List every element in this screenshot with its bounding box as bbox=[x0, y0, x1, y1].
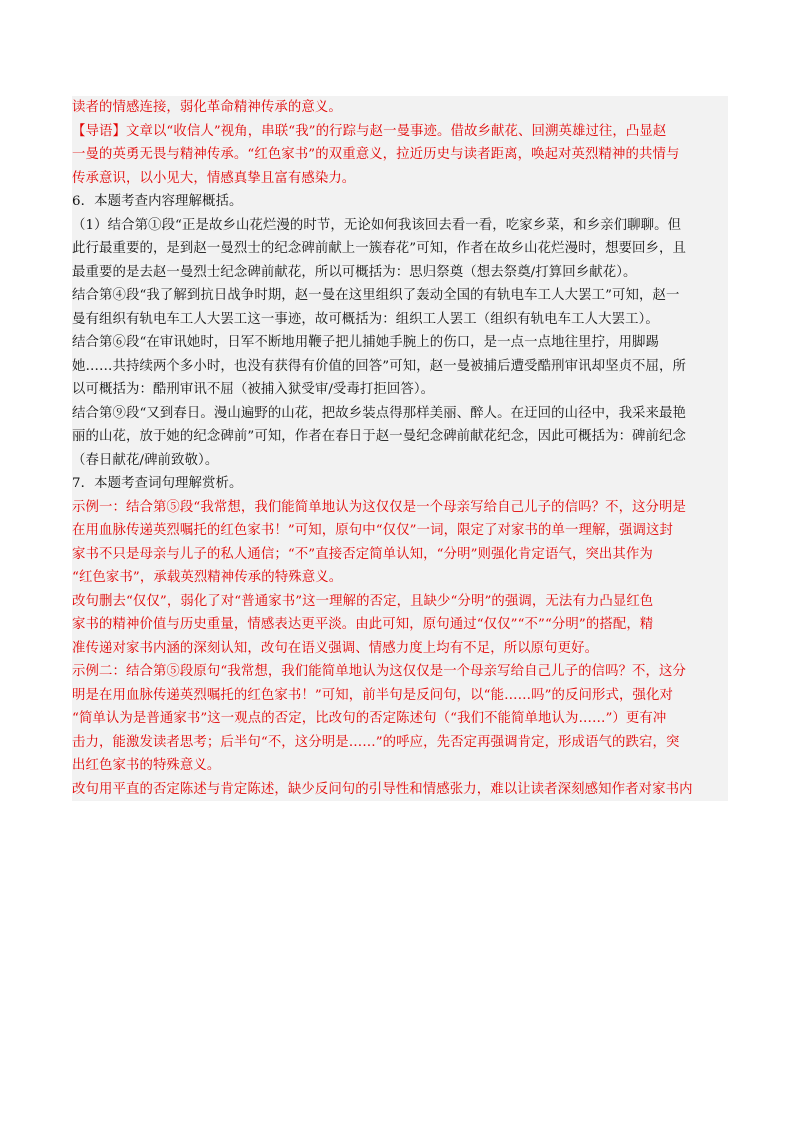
text-line: 6．本题考查内容理解概括。 bbox=[72, 194, 243, 209]
text-line: 准传递对家书内涵的深刻认知，改句在语义强调、情感力度上均有不足，所以原句更好。 bbox=[72, 640, 599, 656]
text-line: “红色家书”，承载英烈精神传承的特殊意义。 bbox=[72, 570, 343, 585]
text-line: 一曼的英勇无畏与精神传承。“红色家书”的双重意义，拉近历史与读者距离，唤起对英烈精神的共情与 bbox=[72, 147, 680, 162]
text-line: 示例二：结合第⑤段原句“我常想，我们能简单地认为这仅仅是一个母亲写给自己儿子的信吗？不，这分 bbox=[72, 664, 687, 679]
text-line: 明是在用血脉传递英烈嘱托的红色家书！”可知，前半句是反问句，以“能……吗”的反问形式，强化对 bbox=[72, 687, 673, 703]
text-line: 在用血脉传递英烈嘱托的红色家书！”可知，原句中“仅仅”一词，限定了对家书的单一理解，强调这封 bbox=[72, 523, 673, 538]
text-line: 【导语】文章以“收信人”视角，串联“我”的行踪与赵一曼事迹。借故乡献花、回溯英雄过往，凸显赵 bbox=[72, 123, 667, 139]
text-line: （春日献花/碑前致敬）。 bbox=[72, 452, 219, 468]
text-line: 改句删去“仅仅”，弱化了对“普通家书”这一理解的否定，且缺少“分明”的强调，无法有力凸显红色 bbox=[72, 593, 654, 609]
text-line: 示例一：结合第⑤段“我常想，我们能简单地认为这仅仅是一个母亲写给自己儿子的信吗？不，这分明是 bbox=[72, 499, 687, 515]
text-line: 最重要的是去赵一曼烈士纪念碑前献花，所以可概括为：思归祭奠（想去祭奠/打算回乡献花）。 bbox=[72, 264, 637, 280]
text-line: 传承意识，以小见大，情感真挚且富有感染力。 bbox=[72, 170, 356, 186]
text-line: 出红色家书的特殊意义。 bbox=[72, 758, 221, 773]
text-line: 读者的情感连接，弱化革命精神传承的意义。 bbox=[72, 100, 342, 115]
text-line: 结合第④段“我了解到抗日战争时期，赵一曼在这里组织了轰动全国的有轨电车工人大罢工”可知，赵一 bbox=[72, 288, 680, 303]
text-line: 7．本题考查词句理解赏析。 bbox=[72, 476, 243, 491]
text-line: 改句用平直的否定陈述与肯定陈述，缺少反问句的引导性和情感张力，难以让读者深刻感知作者对家书内 bbox=[72, 781, 693, 797]
text-line: 以可概括为：酷刑审讯不屈（被捕入狱受审/受毒打拒回答）。 bbox=[72, 382, 435, 397]
text-line: （1）结合第①段“正是故乡山花烂漫的时节，无论如何我该回去看一看，吃家乡菜，和乡亲们聊聊。但 bbox=[72, 217, 682, 233]
text-line: 丽的山花，放于她的纪念碑前”可知，作者在春日于赵一曼纪念碑前献花纪念，因此可概括为：碑前纪念 bbox=[72, 429, 687, 444]
text-line: 她……共持续两个多小时，也没有获得有价值的回答”可知，赵一曼被捕后遭受酷刑审讯却坚贞不屈，所 bbox=[72, 358, 687, 374]
text-line: 家书的精神价值与历史重量，情感表达更平淡。由此可知，原句通过“仅仅”“不”“分明”的搭配，精 bbox=[72, 617, 654, 632]
text-line: 曼有组织有轨电车工人大罢工这一事迹，故可概括为：组织工人罢工（组织有轨电车工人大罢工）。 bbox=[72, 311, 659, 327]
answer-text-block bbox=[72, 96, 728, 801]
text-line: 击力，能激发读者思考；后半句“不，这分明是……”的呼应，先否定再强调肯定，形成语气的跌宕，突 bbox=[72, 734, 680, 750]
text-line: “简单认为是普通家书”这一观点的否定，比改句的否定陈述句（“我们不能简单地认为……”）更有冲 bbox=[72, 711, 667, 726]
text-line: 结合第⑨段“又到春日。漫山遍野的山花，把故乡装点得那样美丽、醉人。在迂回的山径中，我采来最艳 bbox=[72, 405, 687, 421]
text-line: 此行最重要的，是到赵一曼烈士的纪念碑前献上一簇春花”可知，作者在故乡山花烂漫时，想要回乡，且 bbox=[72, 241, 687, 256]
text-line: 家书不只是母亲与儿子的私人通信；“不”直接否定简单认知，“分明”则强化肯定语气，突出其作为 bbox=[72, 546, 653, 562]
text-line: 结合第⑥段“在审讯她时，日军不断地用鞭子把儿捕她手腕上的伤口，是一点一点地往里拧，用脚踢 bbox=[72, 335, 660, 350]
